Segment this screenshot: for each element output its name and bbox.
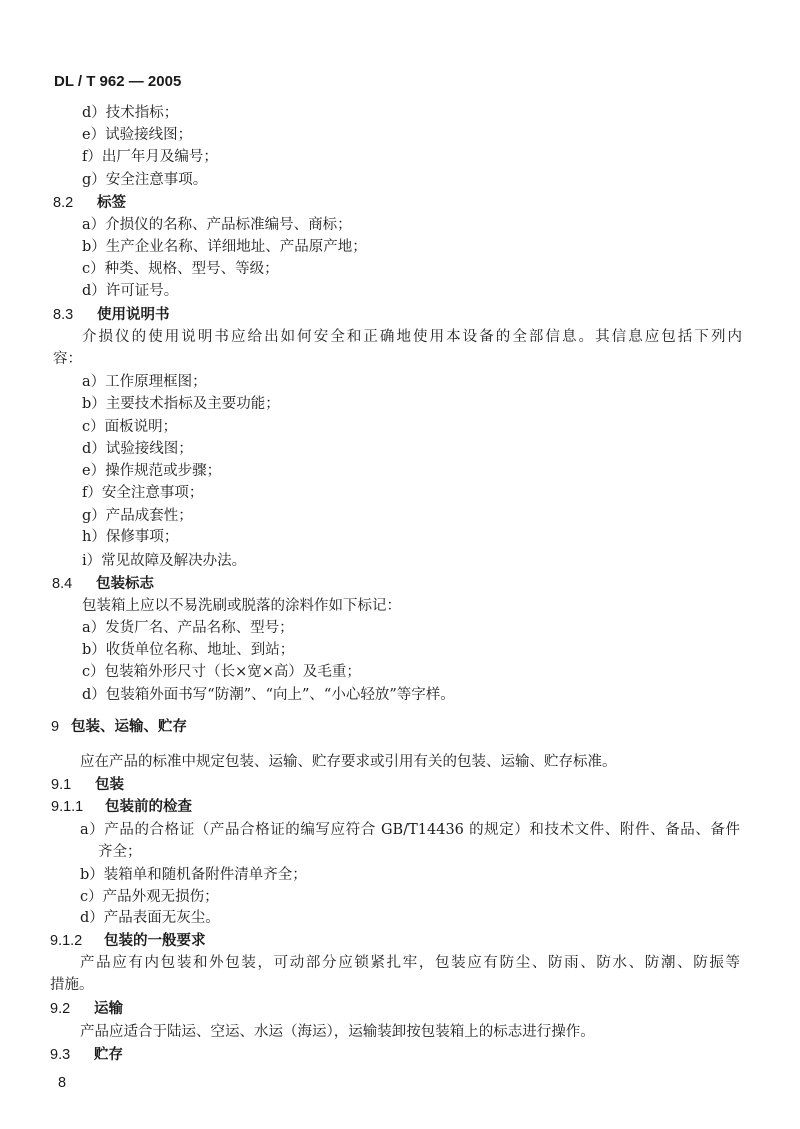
list-item: d）产品表面无灰尘。 [80, 910, 220, 926]
list-item: i）常见故障及解决办法。 [82, 553, 247, 569]
list-item: e）试验接线图； [82, 127, 193, 143]
list-item: h）保修事项； [82, 529, 179, 545]
section-title: 包装标志 [96, 575, 154, 592]
section-heading-9-2 [50, 1000, 123, 1018]
section-number: 9.1.1 [51, 799, 84, 815]
section-heading-9-1-2 [50, 932, 206, 950]
section-heading-8-2 [53, 194, 126, 212]
paragraph-line: 产品应适合于陆运、空运、水运（海运），运输装卸按包装箱上的标志进行操作。 [80, 1024, 595, 1040]
section-title: 包装 [95, 776, 124, 793]
list-item: b）收货单位名称、地址、到站； [82, 642, 295, 658]
section-number: 9.1 [51, 777, 72, 793]
section-title: 包装前的检查 [105, 798, 192, 815]
section-number: 9.1.2 [50, 933, 83, 949]
section-heading-9-1-1 [51, 798, 192, 816]
section-number: 8.2 [53, 195, 74, 211]
section-heading-9 [51, 718, 187, 736]
list-item: c）面板说明； [82, 419, 178, 435]
document-header: DL / T 962 — 2005 [54, 73, 182, 90]
section-heading-9-3 [50, 1046, 123, 1064]
paragraph-line: 应在产品的标准中规定包装、运输、贮存要求或引用有关的包装、运输、贮存标准。 [80, 754, 617, 770]
section-number: 9.2 [50, 1001, 71, 1017]
list-item: d）许可证号。 [82, 283, 179, 299]
list-item-continuation: 齐全； [98, 844, 142, 860]
list-item: b）生产企业名称、详细地址、产品原产地； [82, 239, 367, 255]
section-heading-9-1 [51, 776, 124, 794]
list-item: g）安全注意事项。 [82, 172, 208, 188]
section-title: 运输 [94, 1000, 123, 1017]
section-title: 贮存 [94, 1046, 123, 1063]
paragraph-line: 包装箱上应以不易洗刷或脱落的涂料作如下标记： [82, 598, 401, 614]
paragraph-line: 介损仪的使用说明书应给出如何安全和正确地使用本设备的全部信息。其信息应包括下列内 [82, 329, 742, 345]
list-item: a）工作原理框图； [82, 374, 207, 390]
list-item: a）产品的合格证（产品合格证的编写应符合 GB/T14436 的规定）和技术文件、附件、备品、备件 [80, 822, 740, 838]
paragraph-line: 容： [53, 351, 82, 367]
section-title: 标签 [97, 194, 126, 211]
list-item: c）包装箱外形尺寸（长×宽×高）及毛重； [82, 664, 361, 680]
paragraph-line: 措施。 [50, 977, 94, 993]
section-number: 9 [51, 719, 60, 735]
list-item: b）装箱单和随机备附件清单齐全； [80, 867, 307, 883]
section-heading-8-3 [53, 306, 170, 324]
list-item: d）试验接线图； [82, 441, 193, 457]
page-number: 8 [58, 1075, 67, 1091]
section-title: 包装的一般要求 [104, 932, 206, 949]
section-number: 9.3 [50, 1047, 71, 1063]
section-number: 8.4 [52, 576, 73, 592]
list-item: b）主要技术指标及主要功能； [82, 396, 280, 412]
list-item: e）操作规范或步骤； [82, 463, 222, 479]
paragraph-line: 产品应有内包装和外包装，可动部分应锁紧扎牢，包装应有防尘、防雨、防水、防潮、防振等 [80, 955, 740, 971]
list-item: d）技术指标； [82, 105, 179, 121]
section-title: 包装、运输、贮存 [71, 718, 187, 735]
list-item: a）介损仪的名称、产品标准编号、商标； [82, 217, 352, 233]
section-number: 8.3 [53, 307, 74, 323]
section-title: 使用说明书 [97, 306, 170, 323]
list-item: a）发货厂名、产品名称、型号； [82, 620, 294, 636]
list-item: d）包装箱外面书写“防潮”、“向上”、“小心轻放”等字样。 [82, 687, 455, 703]
list-item: f）安全注意事项； [82, 485, 204, 501]
list-item: c）产品外观无损伤； [80, 889, 219, 905]
section-heading-8-4 [52, 575, 154, 593]
list-item: f）出厂年月及编号； [82, 149, 218, 165]
list-item: c）种类、规格、型号、等级； [82, 261, 279, 277]
list-item: g）产品成套性； [82, 508, 193, 524]
